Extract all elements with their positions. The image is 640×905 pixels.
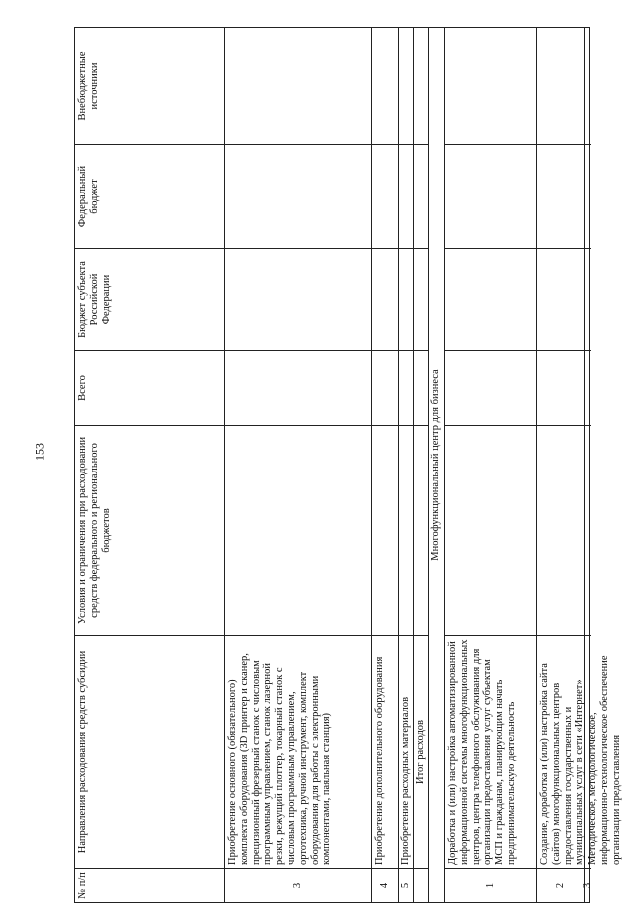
cell-empty <box>414 28 428 144</box>
table-row <box>372 28 399 902</box>
row-direction: Приобретение расходных материалов <box>399 635 413 868</box>
row-num: 2 <box>537 868 584 902</box>
expenses-table <box>74 27 622 903</box>
cell-empty <box>585 350 591 425</box>
cell-empty <box>585 425 591 635</box>
itog-row <box>414 28 429 902</box>
row-direction: Приобретение дополнительного оборудования <box>372 635 398 868</box>
header-direction: Направления расходования средств субсидии <box>75 635 224 868</box>
cell-empty <box>225 248 371 350</box>
cell-empty <box>372 144 398 248</box>
cell-empty <box>225 350 371 425</box>
row-direction: Методическое, методологическое, информационно-технологическое обеспечение организации предоставления <box>585 635 591 868</box>
cell-empty <box>585 144 591 248</box>
table-row <box>582 28 622 902</box>
cell-empty <box>537 350 584 425</box>
section-row <box>429 28 445 902</box>
page-number: 153 <box>32 443 47 461</box>
cell-empty <box>537 248 584 350</box>
row-num: 3 <box>585 868 591 902</box>
cell-empty <box>399 350 413 425</box>
table-row <box>537 28 585 902</box>
cell-empty <box>445 425 536 635</box>
cell-empty <box>445 28 536 144</box>
cell-empty <box>414 868 428 902</box>
cell-empty <box>225 28 371 144</box>
cell-empty <box>414 350 428 425</box>
row-direction: Доработка и (или) настройка автоматизированной информационной системы многофункциональных центров, центра телефонного обслуживания для организации предоставления услуг субъектам МСП и гражданам, планирующим начать предпринимательскую деятельность <box>445 635 536 868</box>
itog-label: Итог расходов <box>414 635 428 868</box>
row-num: 5 <box>399 868 413 902</box>
header-subject-budget: Бюджет субъекта Российской Федерации <box>75 248 224 350</box>
cell-empty <box>414 248 428 350</box>
cell-empty <box>414 144 428 248</box>
table-header-row <box>75 28 225 902</box>
cell-empty <box>372 425 398 635</box>
cell-empty <box>399 28 413 144</box>
cell-empty <box>537 28 584 144</box>
header-total: Всего <box>75 350 224 425</box>
cell-empty <box>585 248 591 350</box>
cell-empty <box>445 350 536 425</box>
section-title: Многофункциональный центр для бизнеса <box>430 369 441 561</box>
header-federal-budget: Федеральный бюджет <box>75 144 224 248</box>
cell-empty <box>585 28 591 144</box>
row-direction: Создание, доработка и (или) настройка сайта (сайтов) многофункциональных центров предоставления государственных и муниципальных услуг в сети «Интернет» <box>537 635 584 868</box>
cell-empty <box>399 248 413 350</box>
header-num: № п/п <box>75 868 224 902</box>
cell-empty <box>445 144 536 248</box>
cell-empty <box>372 28 398 144</box>
cell-empty <box>445 248 536 350</box>
cell-empty <box>537 425 584 635</box>
table-row <box>399 28 414 902</box>
cell-empty <box>225 144 371 248</box>
row-num: 1 <box>445 868 536 902</box>
row-num: 4 <box>372 868 398 902</box>
row-num: 3 <box>225 868 371 902</box>
cell-empty <box>537 144 584 248</box>
cell-empty <box>399 425 413 635</box>
cell-empty <box>372 248 398 350</box>
header-conditions: Условия и ограничения при расходовании средств федерального и регионального бюджетов <box>75 425 224 635</box>
table-row <box>225 28 372 902</box>
cell-empty <box>399 144 413 248</box>
header-extrabudget: Внебюджетные источники <box>77 51 100 121</box>
cell-empty <box>414 425 428 635</box>
table-row <box>445 28 537 902</box>
cell-empty <box>225 425 371 635</box>
row-direction: Приобретение основного (обязательного) комплекта оборудования (3D принтер и сканер, прецизионный фрезерный станок с числовым программным управлением, станок лазерной резки, режущий плоттер, токарный станок с числовым программным управлением, ортотехника, ручной инструмент, комплект оборудования для работы с электронными компонентами, паяльная станция) <box>225 635 371 868</box>
cell-empty <box>372 350 398 425</box>
